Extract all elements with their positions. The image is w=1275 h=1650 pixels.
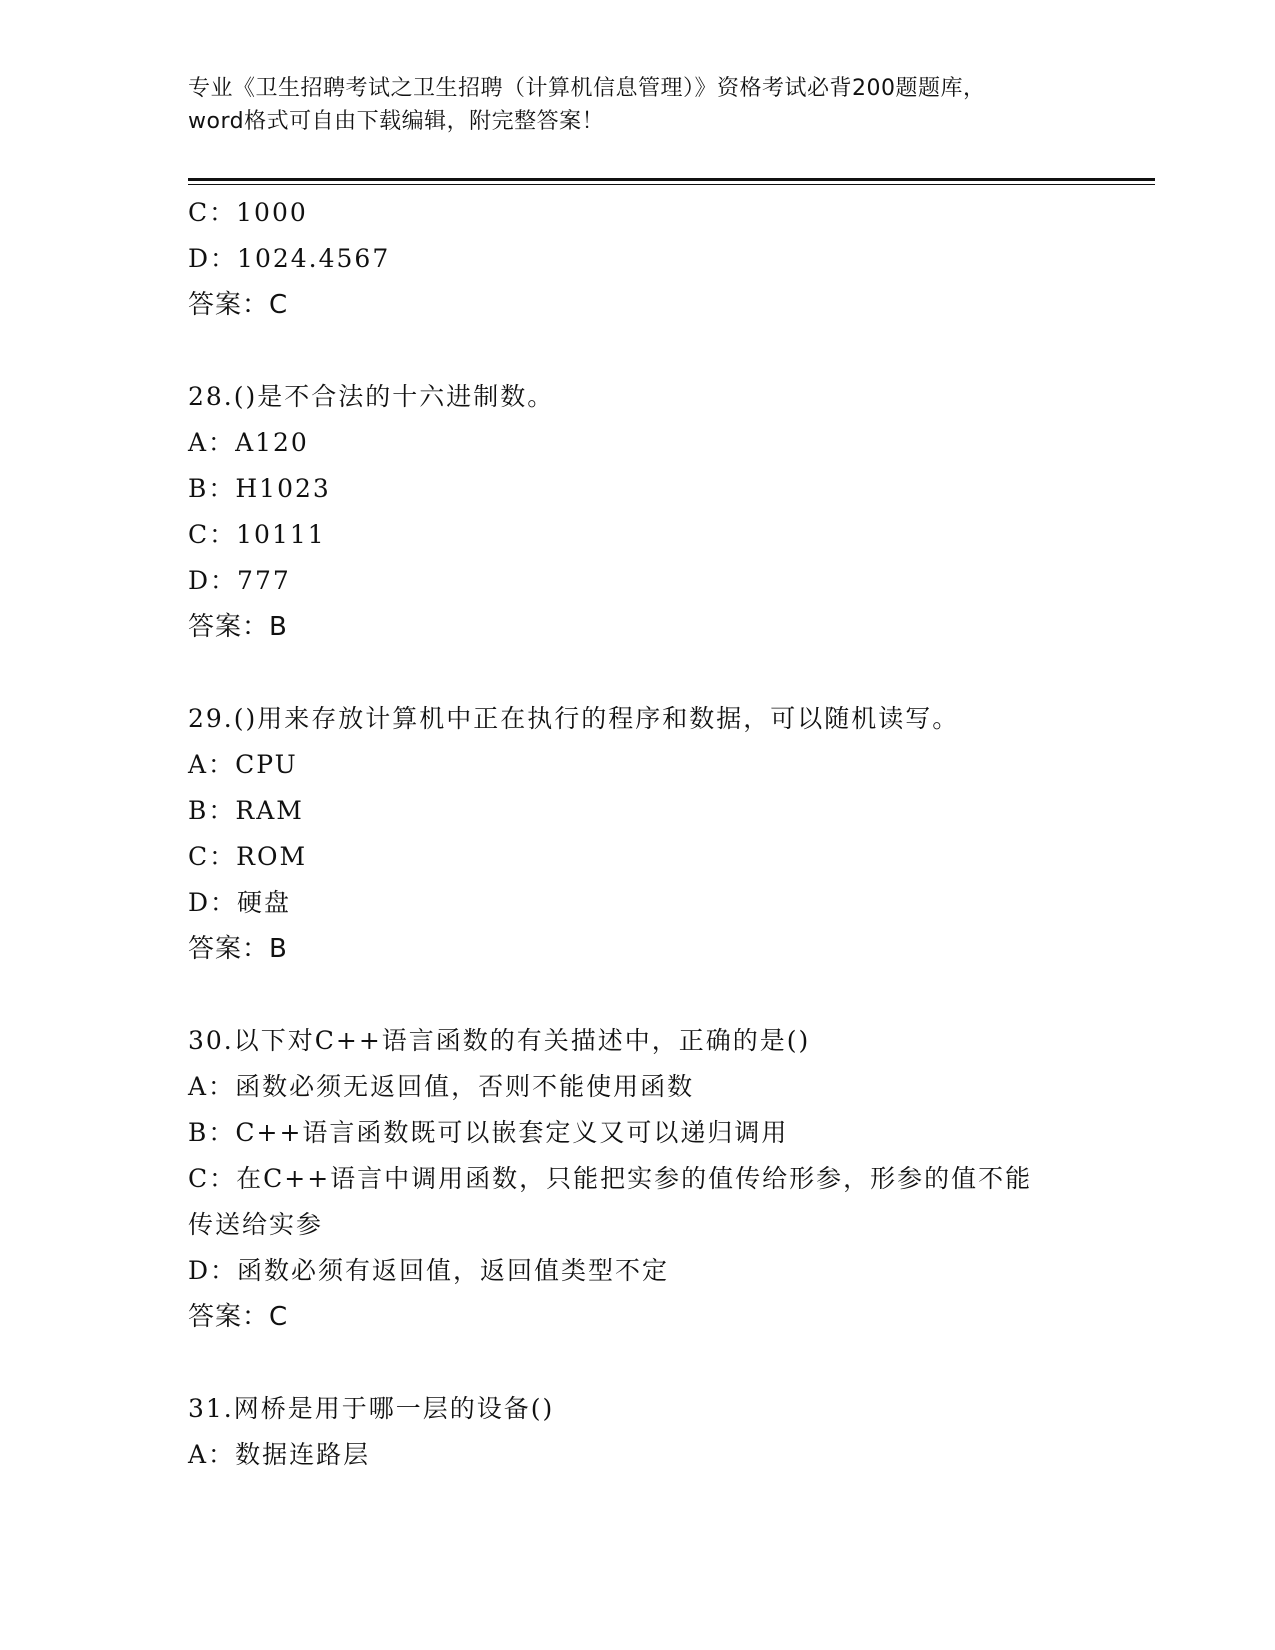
question-27-partial: [188, 190, 1088, 328]
option-b: B：H1023: [188, 474, 331, 503]
option-d: D：函数必须有返回值，返回值类型不定: [188, 1256, 670, 1285]
question-31: [188, 1386, 1088, 1478]
question-list: [188, 190, 1088, 1478]
question-stem: 30.以下对C++语言函数的有关描述中，正确的是(): [188, 1026, 811, 1055]
option-d: D：1024.4567: [188, 244, 391, 273]
option-c: C：ROM: [188, 842, 308, 871]
option-a: A：函数必须无返回值，否则不能使用函数: [188, 1072, 695, 1101]
answer: 答案：C: [188, 1302, 289, 1332]
option-d: D：硬盘: [188, 888, 292, 917]
option-a: A：数据连路层: [188, 1440, 371, 1469]
option-a: A：CPU: [188, 750, 298, 779]
option-b: B：C++语言函数既可以嵌套定义又可以递归调用: [188, 1118, 789, 1147]
answer: 答案：C: [188, 290, 289, 320]
option-c-continuation: 传送给实参: [188, 1210, 324, 1239]
spacer: [188, 1340, 1088, 1386]
document-header: [188, 72, 1088, 138]
option-c: C：在C++语言中调用函数，只能把实参的值传给形参，形参的值不能: [188, 1164, 1033, 1193]
spacer: [188, 328, 1088, 374]
question-30: [188, 1018, 1088, 1340]
option-c: C：1000: [188, 198, 308, 227]
question-stem: 31.网桥是用于哪一层的设备(): [188, 1394, 555, 1423]
header-rule-thin: [188, 184, 1155, 185]
answer: 答案：B: [188, 934, 288, 964]
header-rule-thick: [188, 178, 1155, 181]
answer: 答案：B: [188, 612, 288, 642]
option-b: B：RAM: [188, 796, 304, 825]
spacer: [188, 650, 1088, 696]
option-a: A：A120: [188, 428, 309, 457]
option-c: C：10111: [188, 520, 326, 549]
question-stem: 29.()用来存放计算机中正在执行的程序和数据，可以随机读写。: [188, 704, 960, 733]
header-line-1: 专业《卫生招聘考试之卫生招聘（计算机信息管理）》资格考试必背200题题库，: [188, 76, 986, 101]
question-28: [188, 374, 1088, 650]
question-29: [188, 696, 1088, 972]
spacer: [188, 972, 1088, 1018]
header-line-2: word格式可自由下载编辑，附完整答案！: [188, 109, 605, 134]
option-d: D：777: [188, 566, 291, 595]
question-stem: 28.()是不合法的十六进制数。: [188, 382, 555, 411]
